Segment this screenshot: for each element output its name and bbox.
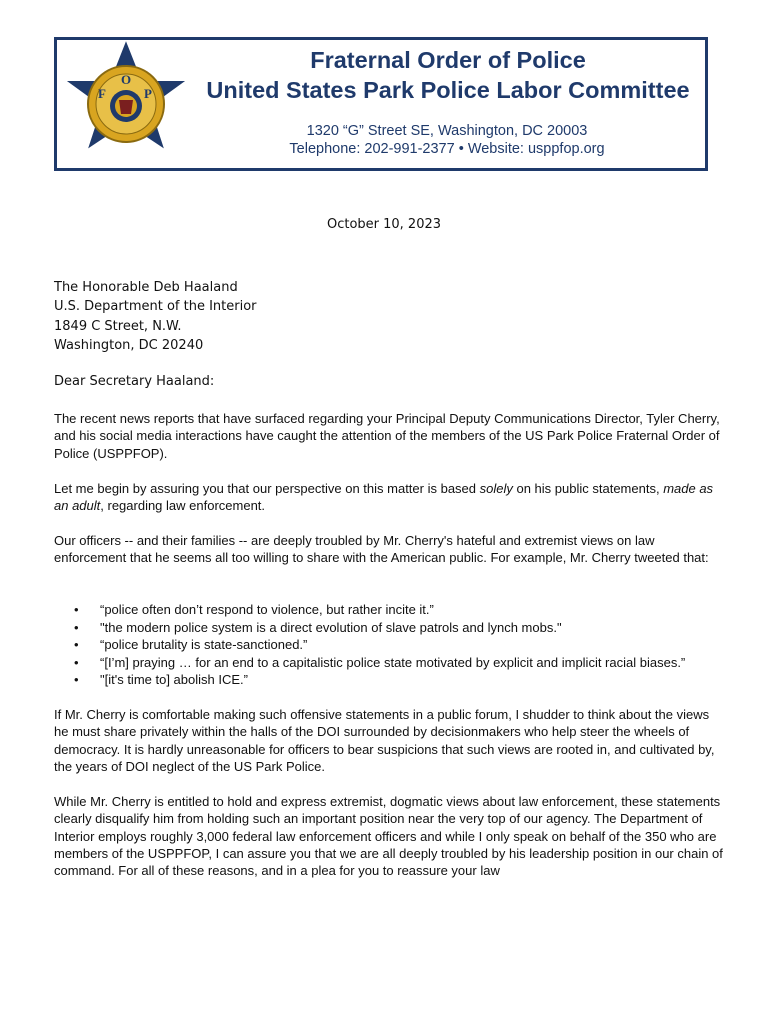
org-contact: Telephone: 202-991-2377 • Website: usppfop.org [289,141,605,157]
badge-letter: O [121,72,132,87]
paragraph-disqualify: While Mr. Cherry is entitled to hold and express extremist, dogmatic views about law enforcement, these statements clearly disqualify him from holding such an important position near the very top of our agency. The Department of Interior employs roughly 3,000 federal law enforcement officers and while I only speak on behalf of the 350 who are members of the USPPFOP, I can assure you that we are all deeply troubled by his leadership position in our chain of command. For all of these reasons, and in a plea for you to reassure your law [54,794,723,879]
emphasis-solely: solely [479,481,513,496]
text-run: on his public statements, [512,481,664,496]
committee-name: United States Park Police Labor Committee [206,77,690,103]
recipient-address [54,278,257,355]
list-item: • “[I’m] praying … for an end to a capitalistic police state motivated by explicit and implicit racial biases.” [100,654,734,672]
org-address: 1320 “G” Street SE, Washington, DC 20003 [306,123,588,139]
emphasis-made-as-adult: made as an adult [54,481,714,514]
recipient-line: 1849 C Street, N.W. [54,318,182,334]
list-item: • "[it's time to] abolish ICE.” [100,671,734,689]
text-run: Let me begin by assuring you that our perspective on this matter is based [54,481,480,496]
badge-letter: F [98,86,106,101]
paragraph-concerns: Our officers -- and their families -- are deeply troubled by Mr. Cherry's hateful and extremist views on law enforcement that he seems all too willing to share with the American public. For example, Mr. Cherry tweeted that: [54,533,709,566]
paragraph-intro: The recent news reports that have surfaced regarding your Principal Deputy Communications Director, Tyler Cherry, and his social media interactions have caught the attention of the members of the US Park Police Fraternal Order of Police (USPPFOP). [54,411,720,461]
letter-date: October 10, 2023 [326,217,442,232]
badge-letter: P [144,86,152,101]
salutation: Dear Secretary Haaland: [54,374,215,389]
text-run: , regarding law enforcement. [100,498,266,514]
recipient-line: U.S. Department of the Interior [54,299,257,315]
list-item: • “police often don’t respond to violence, but rather incite it.” [100,601,734,619]
letterhead [54,37,708,171]
recipient-line: The Honorable Deb Haaland [54,280,238,295]
paragraph-perspective [54,480,724,515]
recipient-line: Washington, DC 20240 [54,337,204,353]
paragraph-offensive-statements: If Mr. Cherry is comfortable making such offensive statements in a public forum, I shudder to think about the views he must share privately within the halls of the DOI surrounded by decisionmakers who help steer the wheels of democracy. It is hardly unreasonable for officers to bear suspicions that such views are rooted in, and cultivated by, the years of DOI neglect of the US Park Police. [54,707,715,774]
tweet-quote-list [54,601,734,689]
list-item: • “police brutality is state-sanctioned.” [100,636,734,654]
fop-star-badge-icon [62,40,190,168]
list-item: • "the modern police system is a direct evolution of slave patrols and lynch mobs." [100,619,734,637]
org-name: Fraternal Order of Police [310,47,586,73]
